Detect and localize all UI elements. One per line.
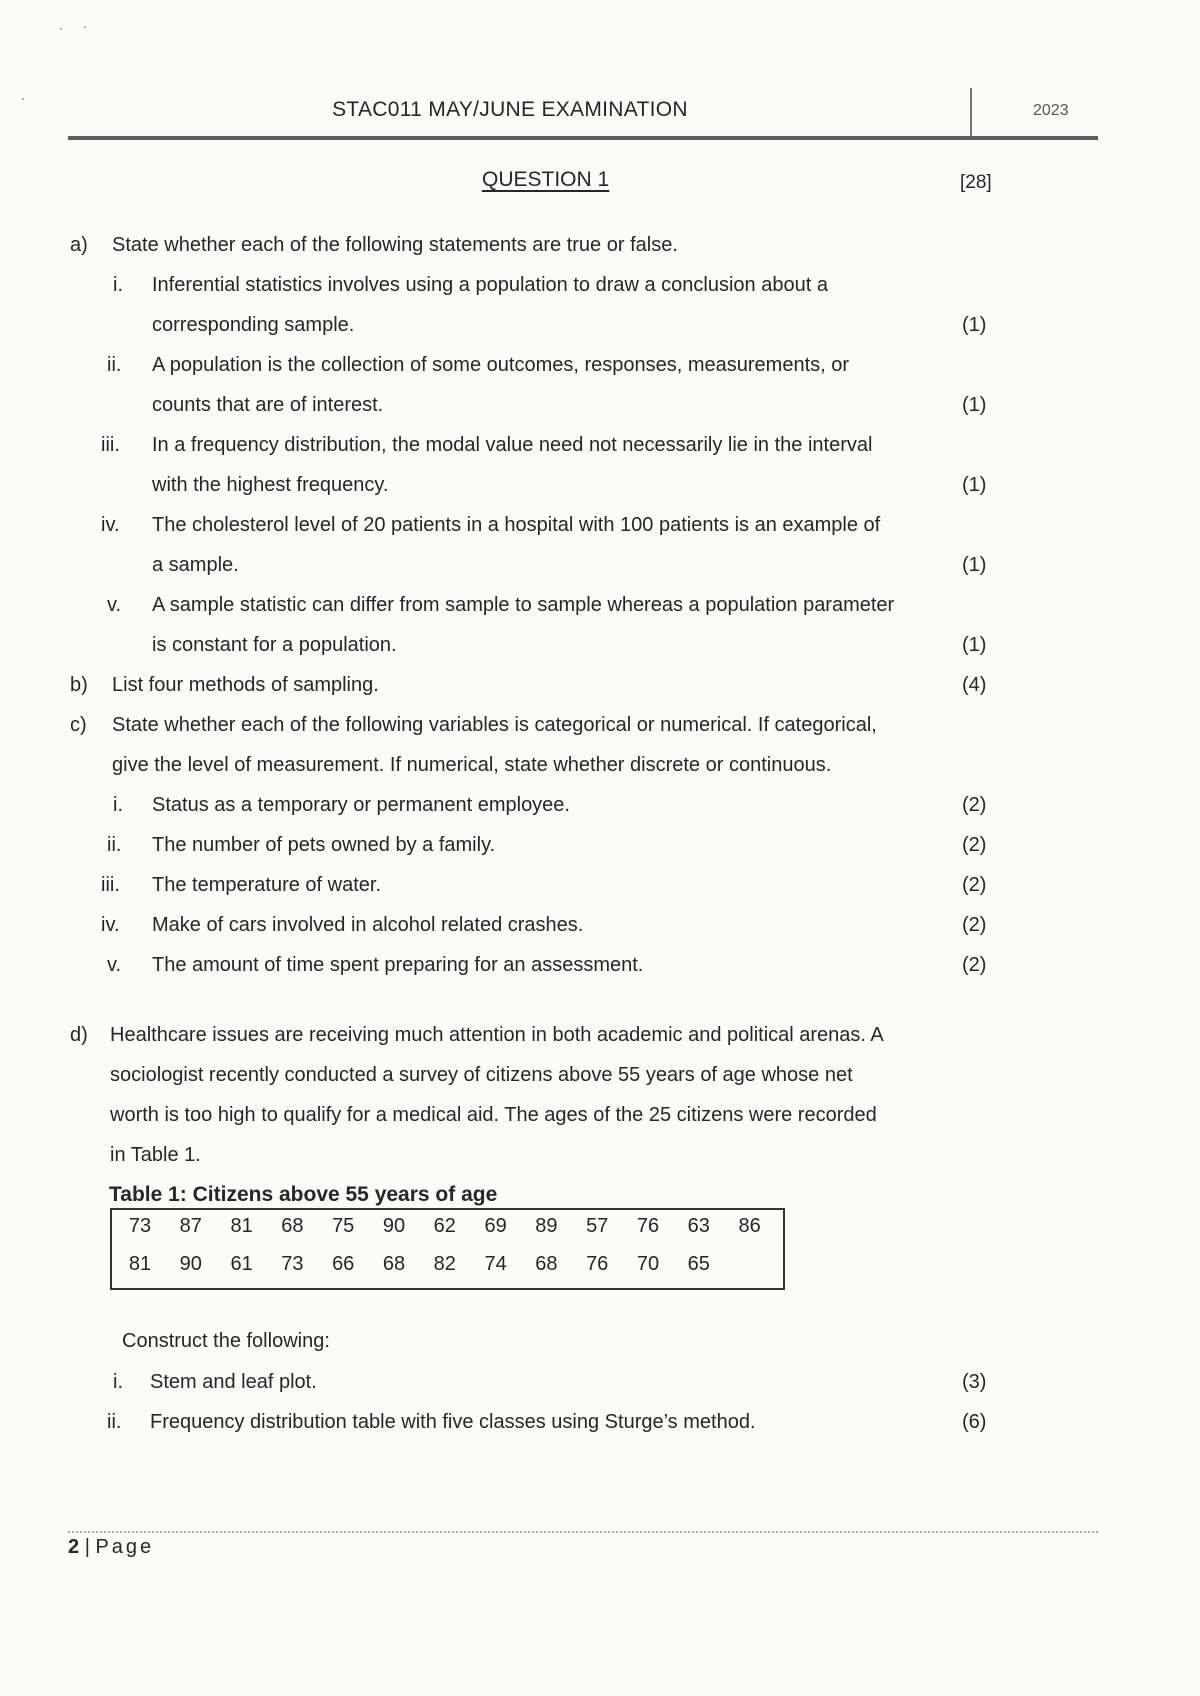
part-a-item-line: The cholesterol level of 20 patients in a hospital with 100 patients is an example of bbox=[152, 514, 881, 536]
part-c-item-text: The temperature of water. bbox=[152, 874, 382, 896]
part-a-item-label: i. bbox=[113, 274, 123, 296]
header-rule bbox=[68, 136, 1098, 140]
page-word: Page bbox=[95, 1536, 155, 1558]
part-c-item-text: Make of cars involved in alcohol related crashes. bbox=[152, 914, 584, 936]
part-a-item-label: v. bbox=[107, 594, 122, 616]
part-d-line: worth is too high to qualify for a medical aid. The ages of the 25 citizens were recorded bbox=[110, 1104, 877, 1126]
part-a-text: State whether each of the following statements are true or false. bbox=[112, 234, 678, 256]
part-c-item-label: i. bbox=[113, 794, 123, 816]
table-cell: 74 bbox=[484, 1253, 507, 1275]
page-number: 2 bbox=[68, 1536, 80, 1558]
table-cell: 70 bbox=[636, 1253, 660, 1275]
part-a-item-line: Inferential statistics involves using a population to draw a conclusion about a bbox=[152, 274, 828, 296]
part-a-item-label: ii. bbox=[107, 354, 122, 376]
question-title: QUESTION 1 bbox=[482, 168, 610, 191]
part-d-line: in Table 1. bbox=[110, 1144, 201, 1166]
part-c-line: State whether each of the following variables is categorical or numerical. If categorical, bbox=[112, 714, 877, 736]
table-cell: 90 bbox=[382, 1215, 406, 1237]
part-a-item-mark: (1) bbox=[962, 634, 987, 656]
part-c-item-mark: (2) bbox=[962, 874, 987, 896]
table-cell: 69 bbox=[484, 1215, 507, 1237]
table-cell: 65 bbox=[687, 1253, 710, 1275]
part-d-item-mark: (6) bbox=[962, 1411, 987, 1433]
part-c-item-text: The amount of time spent preparing for an assessment. bbox=[152, 954, 644, 976]
part-a-item-line: A sample statistic can differ from sample to sample whereas a population parameter bbox=[152, 594, 895, 616]
table-cell: 68 bbox=[281, 1215, 304, 1237]
part-a-item-line: with the highest frequency. bbox=[152, 474, 389, 496]
table-cell: 68 bbox=[535, 1253, 558, 1275]
ages-table bbox=[110, 1208, 785, 1290]
part-c-item-text: Status as a temporary or permanent employee. bbox=[152, 794, 570, 816]
part-c-item-label: iii. bbox=[101, 874, 120, 896]
part-a-item-mark: (1) bbox=[962, 554, 987, 576]
part-c-item-mark: (2) bbox=[962, 834, 987, 856]
part-c-item-mark: (2) bbox=[962, 914, 987, 936]
part-d-line: sociologist recently conducted a survey of citizens above 55 years of age whose net bbox=[110, 1064, 853, 1086]
part-a-item-line: is constant for a population. bbox=[152, 634, 397, 656]
table-cell: 82 bbox=[433, 1253, 456, 1275]
table-cell: 61 bbox=[230, 1253, 253, 1275]
exam-header-title: STAC011 MAY/JUNE EXAMINATION bbox=[332, 98, 688, 121]
table-cell: 81 bbox=[230, 1215, 253, 1237]
exam-year: 2023 bbox=[1033, 102, 1069, 119]
footer-rule bbox=[68, 1531, 1098, 1533]
table-cell: 76 bbox=[636, 1215, 660, 1237]
scan-speck bbox=[84, 26, 86, 28]
part-a-item-line: corresponding sample. bbox=[152, 314, 355, 336]
table-cell: 76 bbox=[586, 1253, 609, 1275]
page-separator: | bbox=[84, 1536, 90, 1558]
part-c-line: give the level of measurement. If numerical, state whether discrete or continuous. bbox=[112, 754, 832, 776]
part-b-label: b) bbox=[70, 674, 88, 696]
part-a-item-label: iv. bbox=[101, 514, 120, 536]
part-a-item-mark: (1) bbox=[962, 314, 987, 336]
table-cell: 63 bbox=[687, 1215, 710, 1237]
part-d-item-label: ii. bbox=[107, 1411, 122, 1433]
table-cell: 73 bbox=[281, 1253, 304, 1275]
part-a-item-mark: (1) bbox=[962, 474, 987, 496]
part-d-item-text: Stem and leaf plot. bbox=[150, 1371, 317, 1393]
table-cell: 87 bbox=[179, 1215, 202, 1237]
page-footer bbox=[68, 1536, 154, 1559]
part-c-item-mark: (2) bbox=[962, 794, 987, 816]
table-cell: 57 bbox=[586, 1215, 609, 1237]
part-b-text: List four methods of sampling. bbox=[112, 674, 379, 696]
part-a-item-line: In a frequency distribution, the modal value need not necessarily lie in the interval bbox=[152, 434, 873, 456]
table-cell: 86 bbox=[738, 1215, 761, 1237]
part-d-line: Healthcare issues are receiving much attention in both academic and political arenas. A bbox=[110, 1024, 884, 1046]
table-cell: 62 bbox=[433, 1215, 456, 1237]
part-d-item-mark: (3) bbox=[962, 1371, 987, 1393]
part-d-label: d) bbox=[70, 1024, 88, 1046]
scan-speck bbox=[60, 28, 62, 30]
table-cell: 90 bbox=[179, 1253, 202, 1275]
table-cell: 66 bbox=[332, 1253, 355, 1275]
question-total-marks: [28] bbox=[960, 172, 992, 193]
table-cell: 81 bbox=[128, 1253, 152, 1275]
table-cell: 75 bbox=[332, 1215, 355, 1237]
table-cell: 89 bbox=[535, 1215, 558, 1237]
part-c-item-mark: (2) bbox=[962, 954, 987, 976]
part-a-label: a) bbox=[70, 234, 88, 256]
table-caption: Table 1: Citizens above 55 years of age bbox=[109, 1183, 498, 1206]
part-b-mark: (4) bbox=[962, 674, 987, 696]
part-d-item-label: i. bbox=[113, 1371, 123, 1393]
part-a-item-line: A population is the collection of some outcomes, responses, measurements, or bbox=[152, 354, 850, 376]
part-a-item-label: iii. bbox=[101, 434, 120, 456]
part-c-label: c) bbox=[70, 714, 87, 736]
part-d-item-text: Frequency distribution table with five classes using Sturge’s method. bbox=[150, 1411, 756, 1433]
part-c-item-label: ii. bbox=[107, 834, 122, 856]
part-c-item-text: The number of pets owned by a family. bbox=[152, 834, 496, 856]
part-c-item-label: iv. bbox=[101, 914, 120, 936]
construct-text: Construct the following: bbox=[122, 1330, 330, 1352]
part-a-item-line: a sample. bbox=[152, 554, 239, 576]
scan-speck bbox=[22, 98, 24, 100]
part-a-item-line: counts that are of interest. bbox=[152, 394, 384, 416]
table-cell: 68 bbox=[382, 1253, 406, 1275]
part-c-item-label: v. bbox=[107, 954, 122, 976]
header-divider-mark bbox=[970, 88, 972, 138]
part-a-item-mark: (1) bbox=[962, 394, 987, 416]
table-cell: 73 bbox=[128, 1215, 152, 1237]
